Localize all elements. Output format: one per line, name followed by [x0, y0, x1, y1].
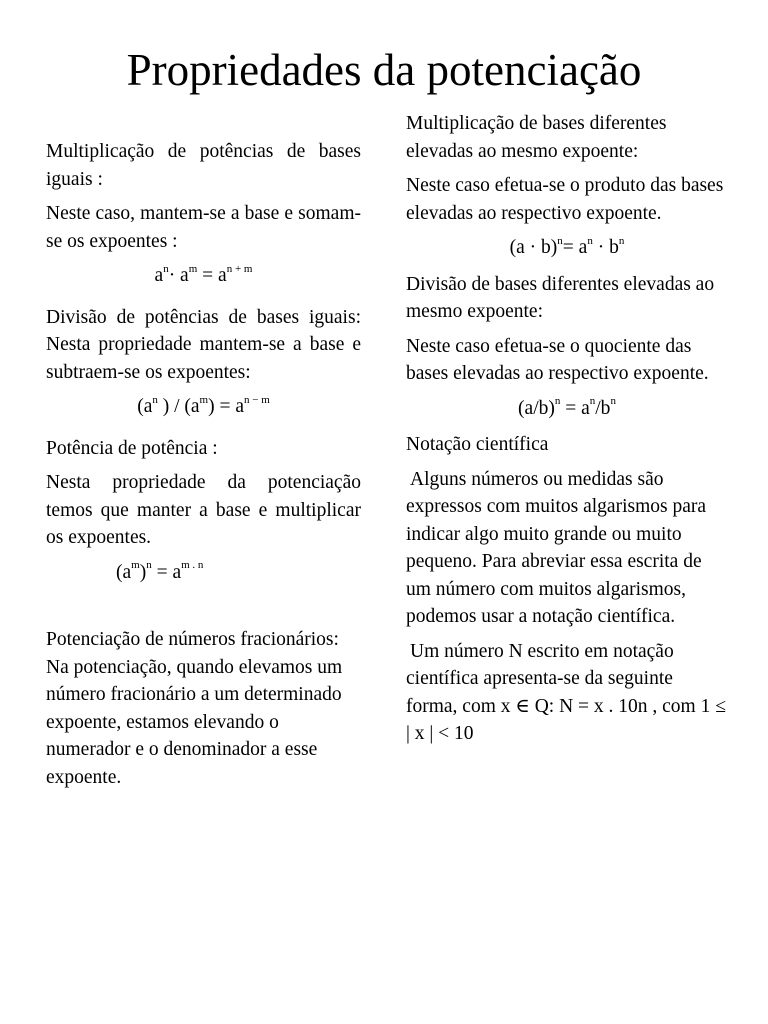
fraction-power-text: Potenciação de números fracionários: Na potenciação, quando elevamos um número fracionário a um determinado expoente, estamos elevando o numerador e o denominador a esse expoente.	[46, 629, 343, 788]
right-column	[406, 110, 728, 755]
divide-different-bases-formula: $(a/b)^n = a^n/b^n$	[518, 395, 616, 419]
multiply-different-bases-text: Neste caso efetua-se o produto das bases elevadas ao respectivo expoente.	[406, 175, 724, 224]
power-of-power-heading: Potência de potência :	[46, 437, 218, 459]
power-of-power-text: Nesta propriedade da potenciação temos que manter a base e multiplicar os expoentes.	[46, 472, 361, 548]
page-title: Propriedades da potenciação	[126, 45, 642, 95]
power-of-power-formula: $(a^m)^n = a^{m . n}$	[116, 559, 204, 583]
scientific-notation-text-2: Um número N escrito em notação científica apresenta-se da seguinte forma, com x ∈ Q: N = x . 10n , com 1 ≤ | x | < 10	[406, 640, 726, 744]
divide-different-bases-heading: Divisão de bases diferentes elevadas ao mesmo expoente:	[406, 273, 715, 322]
divide-different-bases-text: Neste caso efetua-se o quociente das bases elevadas ao respectivo expoente.	[406, 335, 709, 384]
multiplication-heading: Multiplicação de potências de bases iguais :	[46, 141, 361, 190]
multiply-different-bases-heading: Multiplicação de bases diferentes elevadas ao mesmo expoente:	[406, 113, 667, 162]
scientific-notation-text-1: Alguns números ou medidas são expressos com muitos algarismos para indicar algo muito grande ou muito pequeno. Para abreviar essa escrita de um número com muitos algarismos, podemos usar a notação científica.	[406, 468, 707, 627]
division-text: Divisão de potências de bases iguais: Nesta propriedade mantem-se a base e subtraem-se os expoentes:	[46, 306, 361, 383]
division-formula: ($a^n$ ) / $(a^m) = a^{n - m}$	[137, 393, 270, 417]
multiplication-formula: $a^n\cdot a^m = a^{n + m}$	[154, 262, 253, 286]
left-column	[46, 138, 361, 798]
scientific-notation-heading: Notação científica	[406, 434, 549, 455]
multiplication-text: Neste caso, mantem-se a base e somam-se os expoentes :	[46, 203, 361, 252]
multiply-different-bases-formula: $(a \cdot b)^n= a^n \cdot b^n$	[509, 234, 625, 258]
